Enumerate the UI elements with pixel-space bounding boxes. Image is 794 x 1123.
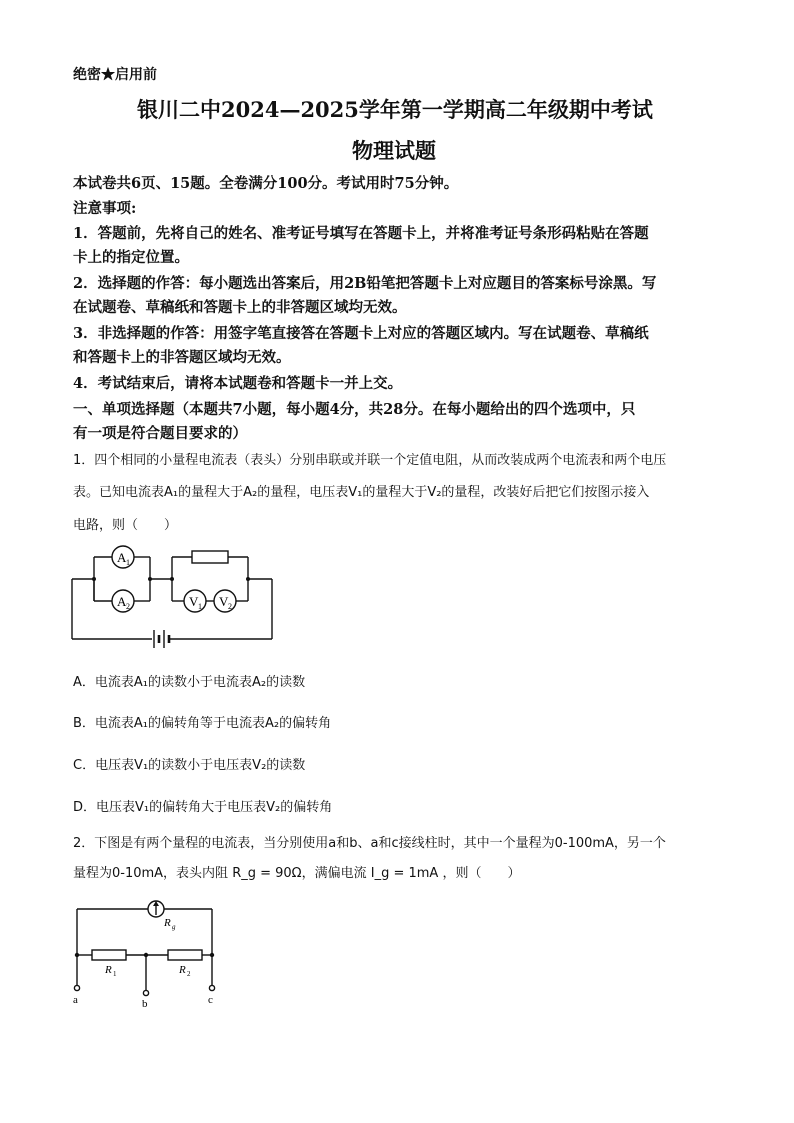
svg-text:1: 1 — [198, 602, 202, 611]
terminal-c-label: c — [208, 994, 213, 1006]
q1-circuit-diagram — [66, 543, 286, 648]
q1-option-a: A．电流表A₁的读数小于电流表A₂的读数 — [73, 675, 306, 690]
terminal-a-label: a — [73, 994, 78, 1006]
note-line: 3．非选择题的作答：用签字笔直接答在答题卡上对应的答题区域内。写在试题卷、草稿纸 — [73, 325, 649, 342]
note-line: 在试题卷、草稿纸和答题卡上的非答题区域均无效。 — [73, 299, 407, 316]
svg-text:2: 2 — [228, 602, 232, 611]
q2-stem-line2: 量程为0-10mA，表头内阻 R_g = 90Ω，满偏电流 I_g = 1mA ，则（ ） — [73, 866, 521, 881]
exam-intro: 本试卷共6页、15题。全卷满分100分。考试用时75分钟。 — [73, 175, 459, 192]
note-line: 和答题卡上的非答题区域均无效。 — [73, 349, 291, 366]
terminal-b-label: b — [142, 998, 148, 1010]
r1-label: R — [105, 964, 112, 976]
q1-stem-line2: 表。已知电流表A₁的量程大于A₂的量程，电压表V₁的量程大于V₂的量程，改装好后把它们按图示接入 — [73, 485, 650, 500]
q1-option-b: B．电流表A₁的偏转角等于电流表A₂的偏转角 — [73, 716, 332, 731]
notes-heading: 注意事项: — [73, 200, 137, 217]
svg-text:1: 1 — [113, 970, 117, 978]
svg-text:2: 2 — [126, 602, 130, 611]
rg-label: R — [164, 917, 171, 929]
r2-label: R — [179, 964, 186, 976]
ammeter-a2-label: A — [117, 594, 127, 609]
exam-title: 银川二中2024—2025学年第一学期高二年级期中考试 — [137, 97, 653, 122]
svg-text:g: g — [172, 923, 176, 931]
q1-stem-line3: 电路，则（ ） — [73, 518, 178, 533]
svg-text:1: 1 — [126, 558, 130, 567]
note-line: 2．选择题的作答：每小题选出答案后，用2B铅笔把答题卡上对应题目的答案标号涂黑。写 — [73, 275, 657, 292]
note-line: 1．答题前，先将自己的姓名、准考证号填写在答题卡上，并将准考证号条形码粘贴在答题 — [73, 225, 649, 242]
svg-text:2: 2 — [187, 970, 191, 978]
note-line: 4．考试结束后，请将本试题卷和答题卡一并上交。 — [73, 375, 403, 392]
note-line: 卡上的指定位置。 — [73, 249, 189, 266]
exam-subject: 物理试题 — [352, 138, 436, 163]
q2-circuit-diagram — [66, 895, 226, 1010]
voltmeter-v2-label: V — [219, 594, 229, 609]
section-heading: 一、单项选择题（本题共7小题，每小题4分，共28分。在每小题给出的四个选项中，只 — [73, 401, 636, 418]
confidential-mark: 绝密★启用前 — [73, 67, 157, 83]
q1-option-d: D．电压表V₁的偏转角大于电压表V₂的偏转角 — [73, 800, 333, 815]
q1-stem-line1: 1．四个相同的小量程电流表（表头）分别串联或并联一个定值电阻，从而改装成两个电流表和两个电压 — [73, 453, 667, 468]
ammeter-a1-label: A — [117, 550, 127, 565]
q2-stem-line1: 2．下图是有两个量程的电流表，当分别使用a和b、a和c接线柱时，其中一个量程为0-100mA，另一个 — [73, 836, 666, 851]
q1-option-c: C．电压表V₁的读数小于电压表V₂的读数 — [73, 758, 306, 773]
voltmeter-v1-label: V — [189, 594, 199, 609]
section-heading-cont: 有一项是符合题目要求的） — [73, 425, 247, 442]
